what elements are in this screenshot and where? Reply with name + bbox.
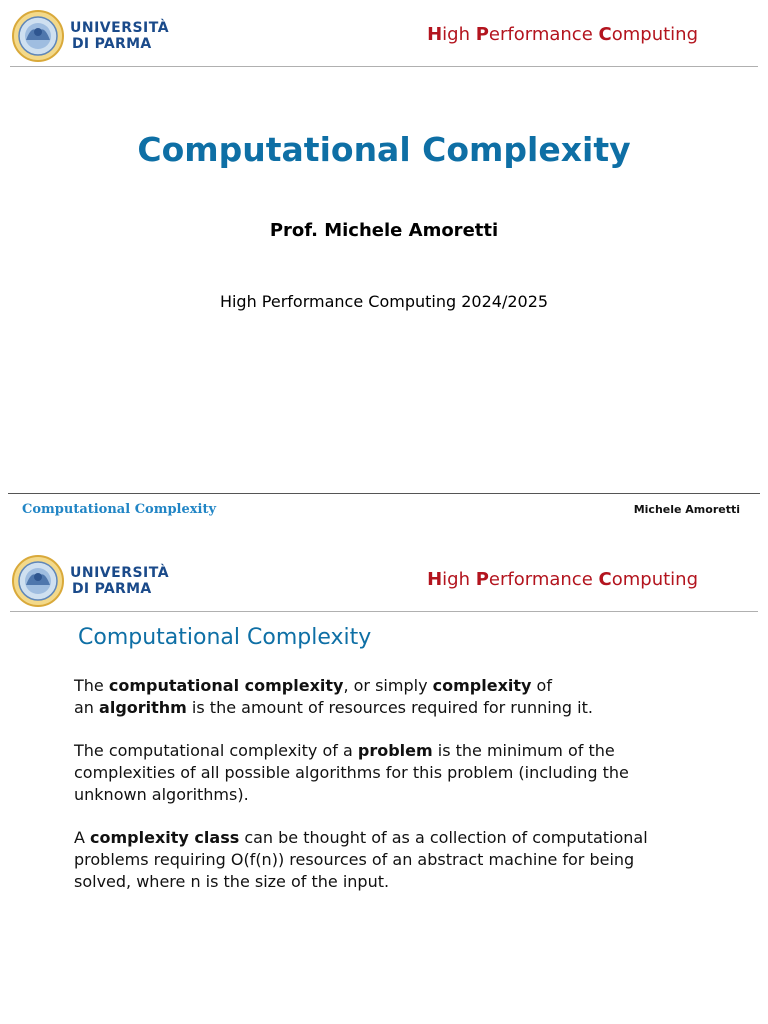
- course-header-igh: igh: [442, 24, 476, 45]
- footer-topic: Computational Complexity: [22, 502, 217, 517]
- text-run: problems requiring O(f(n)) resources of an abstract machine for being: [74, 850, 635, 869]
- slide-body: [74, 675, 734, 914]
- text-run: A: [74, 828, 91, 847]
- course-header: [427, 24, 698, 45]
- university-seal-icon: [12, 10, 64, 62]
- course-header-omputing: omputing: [611, 569, 698, 590]
- university-name-line2: DI PARMA: [72, 36, 152, 52]
- footer-divider: [8, 493, 760, 494]
- university-logo: [12, 10, 169, 62]
- slide-title: Computational Complexity: [137, 130, 631, 169]
- slide-title: Computational Complexity: [78, 625, 372, 650]
- bold-term: problem: [357, 741, 433, 760]
- university-logo: [12, 555, 169, 607]
- course-header-omputing: omputing: [611, 24, 698, 45]
- course-header: [427, 569, 698, 590]
- course-header-erformance: erformance: [488, 24, 599, 45]
- bold-term: complexity: [432, 676, 532, 695]
- footer-author: Michele Amoretti: [633, 503, 740, 516]
- course-header-p: P: [475, 569, 489, 590]
- text-run: is the minimum of the: [432, 741, 615, 760]
- course-header-c: C: [598, 569, 612, 590]
- text-run: an: [74, 698, 100, 717]
- text-run: of: [531, 676, 552, 695]
- bold-term: complexity class: [90, 828, 240, 847]
- course-subtitle: High Performance Computing 2024/2025: [219, 292, 549, 311]
- university-name-line1: UNIVERSITÀ: [70, 20, 170, 36]
- university-seal-icon: [12, 555, 64, 607]
- header-divider: [10, 611, 758, 612]
- course-header-h: H: [427, 569, 443, 590]
- course-header-igh: igh: [442, 569, 476, 590]
- text-run: unknown algorithms).: [74, 785, 249, 804]
- text-run: is the amount of resources required for running it.: [186, 698, 593, 717]
- course-header-p: P: [475, 24, 489, 45]
- text-run: can be thought of as a collection of computational: [239, 828, 648, 847]
- university-name-line2: DI PARMA: [72, 581, 152, 597]
- content-slide: [0, 545, 768, 1024]
- header-divider: [10, 66, 758, 67]
- university-name-line1: UNIVERSITÀ: [70, 565, 170, 581]
- text-run: The: [74, 676, 109, 695]
- course-header-h: H: [427, 24, 443, 45]
- text-run: The computational complexity of a: [74, 741, 358, 760]
- text-run: solved, where n is the size of the input.: [74, 872, 390, 891]
- course-header-c: C: [598, 24, 612, 45]
- author-name: Prof. Michele Amoretti: [269, 220, 499, 241]
- text-run: complexities of all possible algorithms for this problem (including the: [74, 763, 629, 782]
- text-run: , or simply: [343, 676, 433, 695]
- paragraph-problem: [74, 740, 734, 806]
- bold-term: computational complexity: [108, 676, 344, 695]
- paragraph-definition: [74, 675, 734, 719]
- paragraph-complexity-class: [74, 827, 734, 893]
- bold-term: algorithm: [99, 698, 187, 717]
- course-header-erformance: erformance: [488, 569, 599, 590]
